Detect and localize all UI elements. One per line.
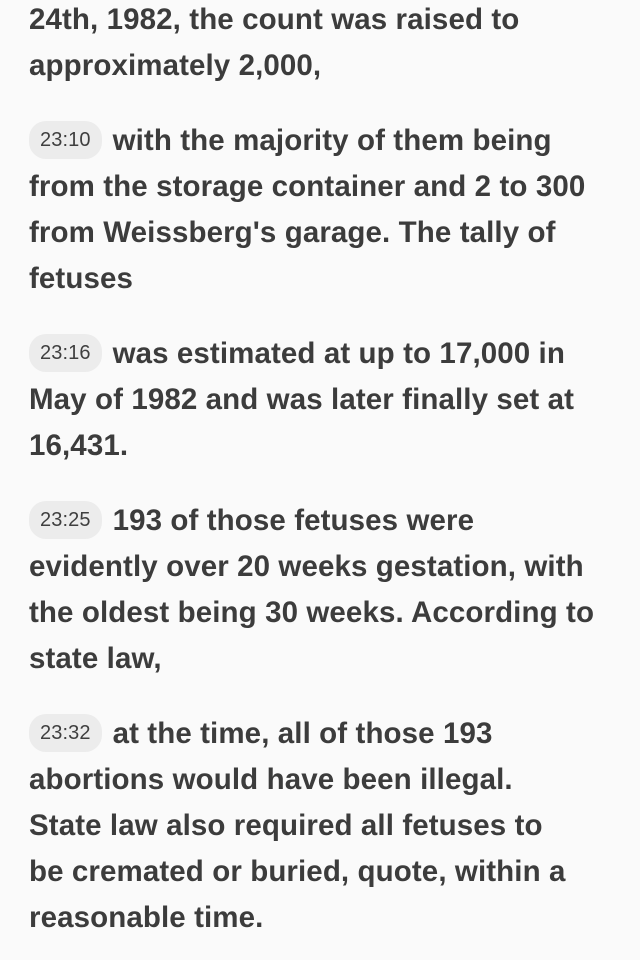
timestamp-chip[interactable]: 23:32: [29, 714, 102, 752]
timestamp-chip[interactable]: 23:16: [29, 334, 102, 372]
transcript-segment: [29, 0, 569, 89]
transcript-segment: [29, 331, 604, 469]
segment-text: was estimated at up to 17,000 in May of 1982 and was later finally set at 16,431.: [29, 337, 575, 462]
segment-text: 193 of those fetuses were evidently over 20 weeks gestation, with the oldest being 30 weeks. According to state law,: [29, 504, 595, 675]
transcript-segment: [29, 118, 604, 302]
segment-text: at the time, all of those 193 abortions would have been illegal. State law also required all fetuses to be cremated or buried, quote, within a reasonable time.: [29, 717, 566, 934]
timestamp-chip[interactable]: 23:25: [29, 501, 102, 539]
transcript-segment: [29, 711, 574, 941]
segment-text: 24th, 1982, the count was raised to approximately 2,000,: [29, 3, 520, 82]
timestamp-chip[interactable]: 23:10: [29, 121, 102, 159]
transcript-segment: [29, 498, 609, 682]
segment-text: with the majority of them being from the storage container and 2 to 300 from Weissberg's garage. The tally of fetuses: [29, 124, 586, 295]
